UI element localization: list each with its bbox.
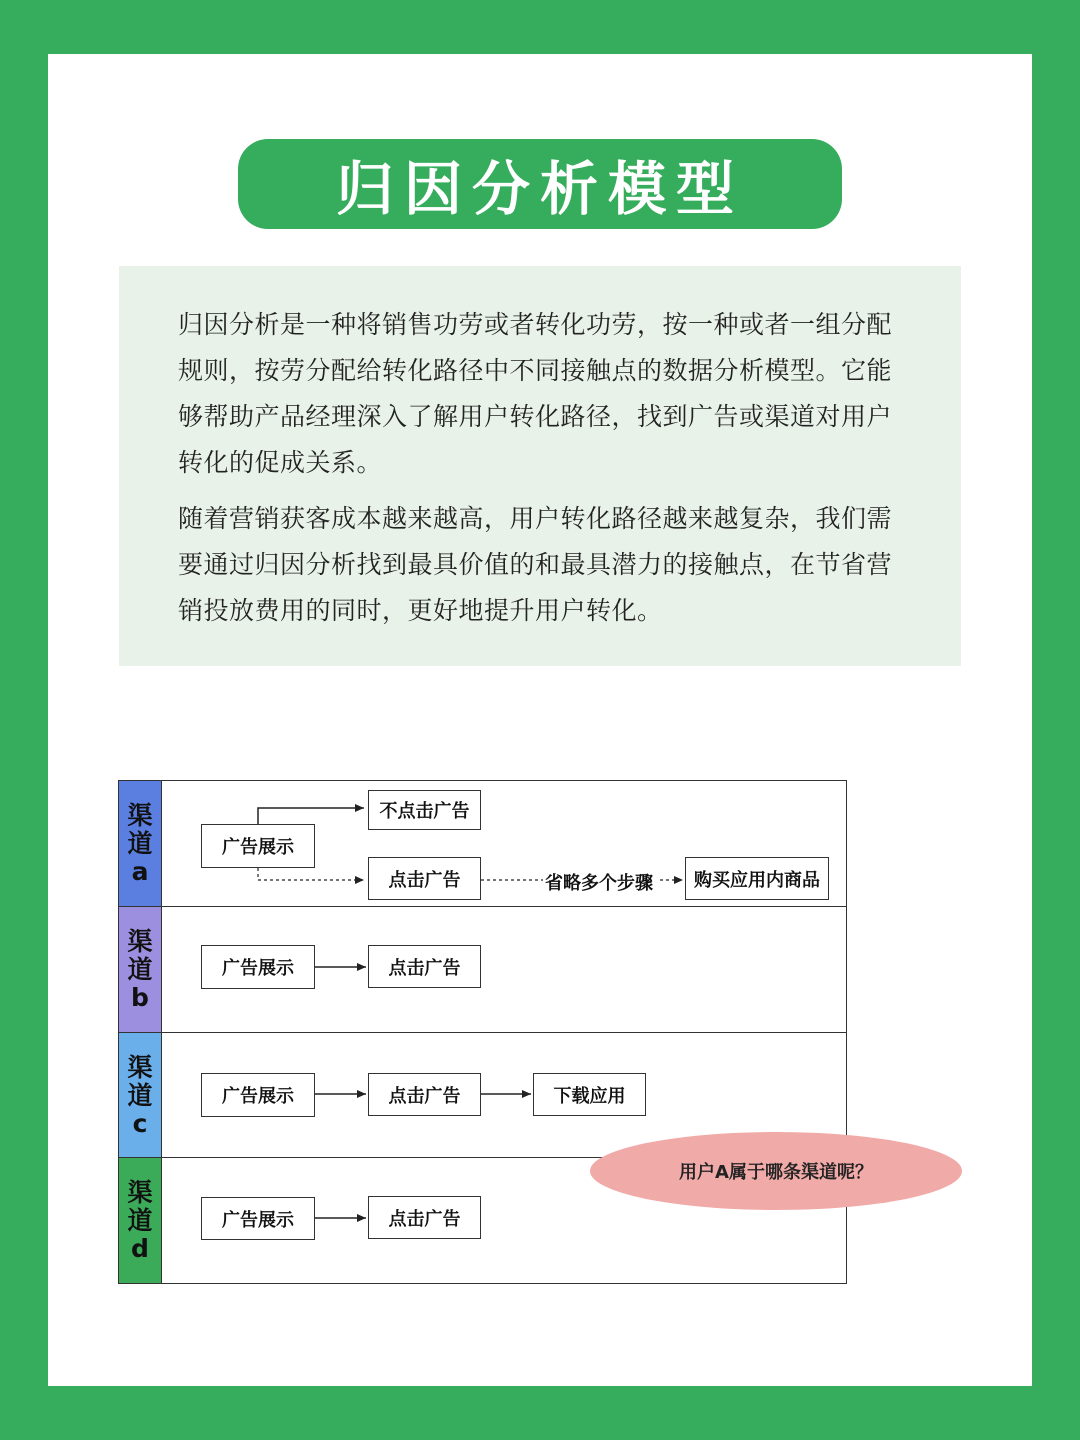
lane-b-char-1: 渠 — [127, 927, 153, 956]
lane-label-b — [119, 907, 161, 1033]
node-a-no-click: 不点击广告 — [368, 790, 481, 830]
lane-label-a — [119, 781, 161, 907]
title-banner — [238, 139, 842, 229]
node-b-ad-display: 广告展示 — [201, 945, 315, 989]
description-paragraph-1: 归因分析是一种将销售功劳或者转化功劳，按一种或者一组分配规则，按劳分配给转化路径中不同接触点的数据分析模型。它能够帮助产品经理深入了解用户转化路径，找到广告或渠道对用户转化的促成关系。 — [178, 310, 893, 477]
lane-label-d — [119, 1158, 161, 1283]
node-c-ad-display: 广告展示 — [201, 1073, 315, 1117]
lane-c-char-2: 道 — [127, 1080, 153, 1110]
lane-a-char-2: 道 — [127, 829, 153, 858]
node-b-click: 点击广告 — [368, 945, 481, 988]
lane-divider — [119, 906, 846, 907]
lane-c-char-1: 渠 — [127, 1052, 153, 1082]
lane-label-c — [119, 1033, 161, 1158]
node-c-download: 下载应用 — [533, 1073, 646, 1116]
node-d-ad-display: 广告展示 — [201, 1197, 315, 1240]
label-a-skip-steps: 省略多个步骤 — [543, 869, 655, 895]
page-title: 归因分析模型 — [335, 155, 744, 223]
lane-b-char-2: 道 — [127, 955, 153, 984]
question-bubble: 用户A属于哪条渠道呢？ — [590, 1132, 962, 1210]
node-d-click: 点击广告 — [368, 1196, 481, 1239]
lane-d-char-2: 道 — [127, 1205, 153, 1235]
node-c-click: 点击广告 — [368, 1073, 481, 1116]
node-a-ad-display: 广告展示 — [201, 824, 315, 868]
lane-divider — [119, 1032, 846, 1033]
lane-c-char-3: c — [132, 1108, 148, 1138]
node-a-click: 点击广告 — [368, 857, 481, 900]
description-paragraph-2: 随着营销获客成本越来越高，用户转化路径越来越复杂，我们需要通过归因分析找到最具价值的和最具潜力的接触点，在节省营销投放费用的同时，更好地提升用户转化。 — [178, 504, 893, 625]
lane-a-char-3: a — [131, 857, 149, 886]
node-a-purchase: 购买应用内商品 — [685, 857, 829, 900]
lane-d-char-1: 渠 — [127, 1177, 153, 1207]
lane-b-char-3: b — [131, 983, 149, 1012]
lane-d-char-3: d — [131, 1233, 149, 1263]
lane-a-char-1: 渠 — [127, 801, 153, 830]
